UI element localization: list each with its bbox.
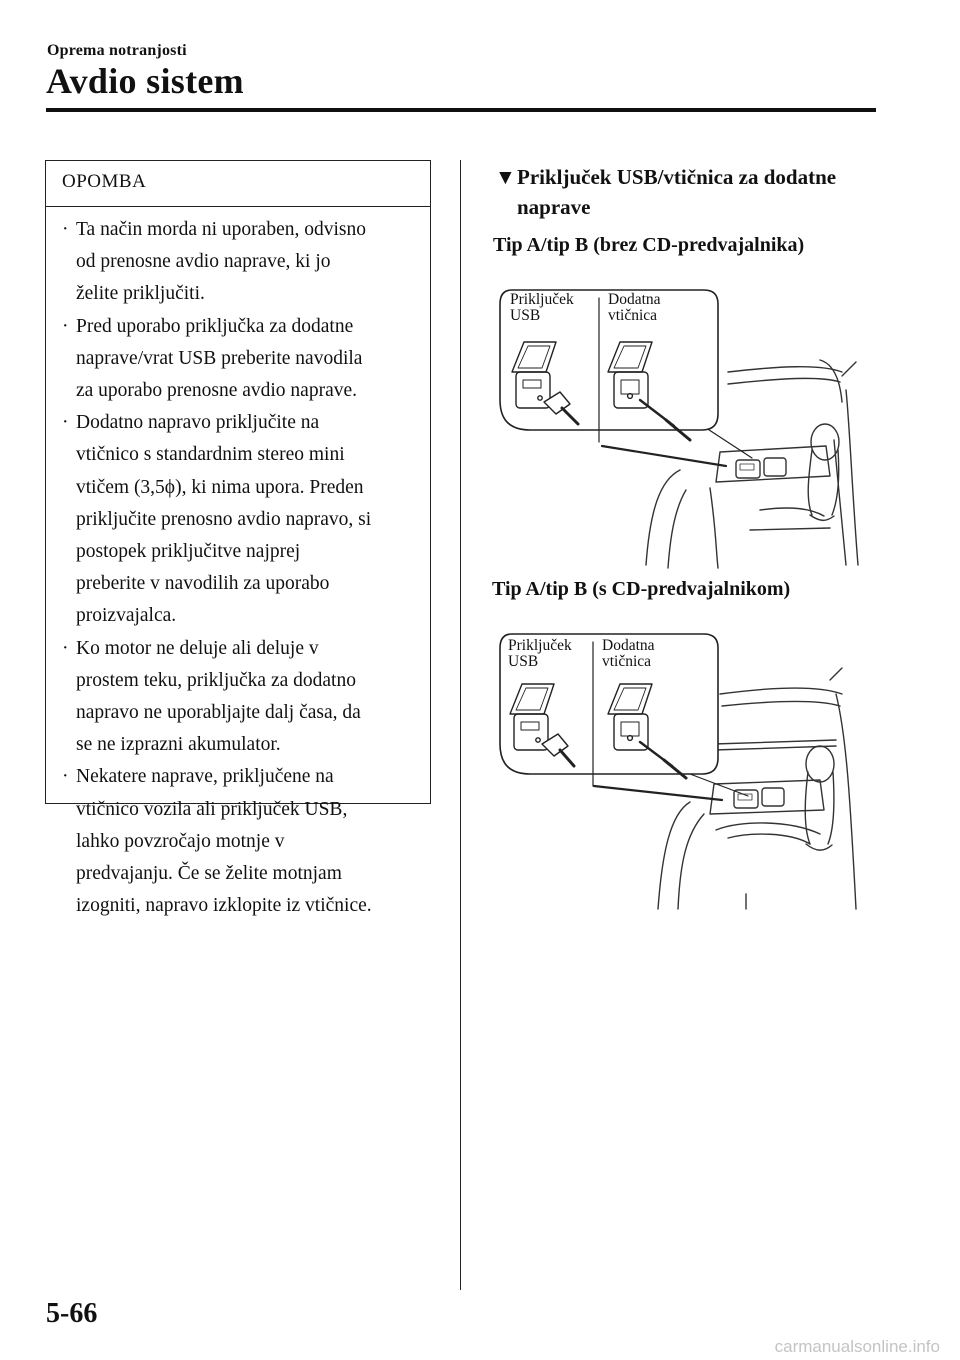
note-item-line: lahko povzročajo motnje v [76, 830, 285, 852]
note-heading: OPOMBA [46, 161, 430, 207]
aux-jack-label-line: vtičnica [602, 653, 652, 670]
aux-jack-label-line: Dodatna [602, 637, 655, 654]
bullet-icon: · [62, 315, 69, 337]
section-heading [495, 162, 875, 222]
note-item [60, 633, 420, 762]
note-item [60, 311, 420, 408]
column-divider [460, 160, 461, 1290]
footer-watermark: carmanualsonline.info [774, 1337, 940, 1356]
note-item-line: izogniti, napravo izklopite iz vtičnice. [76, 895, 372, 917]
bullet-icon: · [62, 766, 69, 788]
bullet-icon: · [62, 412, 69, 434]
page-number: 5-66 [46, 1298, 98, 1329]
note-item-line: vtičem (3,5ϕ), ki nima upora. Preden [76, 476, 364, 498]
note-item [60, 407, 420, 632]
bullet-icon: · [62, 219, 69, 240]
note-item-line: Pred uporabo priključka za dodatne [76, 315, 354, 337]
usb-port-label [510, 292, 574, 324]
usb-port-label-line: USB [508, 653, 539, 670]
aux-jack-label-line: Dodatna [608, 291, 661, 308]
note-item-line: predvajanju. Če se želite motnjam [76, 863, 342, 885]
note-box [45, 160, 431, 917]
note-item-line: Ta način morda ni uporaben, odvisno [76, 219, 366, 240]
usb-port-label [508, 638, 572, 670]
note-item-line: naprave/vrat USB preberite navodila [76, 347, 363, 369]
title-rule [46, 108, 876, 112]
note-item-line: proizvajalca. [76, 605, 177, 627]
note-item-line: prostem teku, priključka za dodatno [76, 669, 356, 691]
note-item [60, 761, 420, 922]
note-item-line: napravo ne uporabljajte dalj časa, da [76, 702, 361, 724]
aux-jack-label-line: vtičnica [608, 307, 658, 324]
bullet-icon: · [62, 637, 69, 659]
aux-jack-label [602, 638, 655, 670]
figure-caption: Tip A/tip B (brez CD-predvajalnika) [493, 234, 805, 256]
note-item [60, 214, 420, 311]
note-item-line: preberite v navodilih za uporabo [76, 573, 330, 595]
note-item-line: vtičnico s standardnim stereo mini [76, 444, 345, 466]
section-kicker: Oprema notranjosti [47, 42, 187, 59]
note-list [46, 207, 430, 922]
triangle-marker-icon: ▼ [495, 165, 516, 189]
note-item-line: priključite prenosno avdio napravo, si [76, 508, 372, 530]
figure-caption: Tip A/tip B (s CD-predvajalnikom) [492, 578, 791, 600]
page-title: Avdio sistem [46, 61, 244, 101]
note-item-line: postopek priključitve najprej [76, 541, 301, 563]
figure-console-illustration [490, 624, 870, 914]
note-item-line: Dodatno napravo priključite na [76, 412, 320, 434]
note-item-line: Nekatere naprave, priključene na [76, 766, 334, 788]
note-item-line: želite priključiti. [76, 283, 205, 305]
figure-console-illustration [490, 280, 870, 570]
note-item-line: za uporabo prenosne avdio naprave. [76, 380, 358, 402]
note-item-line: Ko motor ne deluje ali deluje v [76, 637, 319, 659]
note-item-line: vtičnico vozila ali priključek USB, [76, 798, 348, 820]
usb-port-label-line: USB [510, 307, 541, 324]
aux-jack-label [608, 292, 661, 324]
section-heading-line: naprave [517, 195, 591, 219]
note-item-line: se ne izprazni akumulator. [76, 734, 281, 756]
usb-port-label-line: Priključek [510, 291, 574, 308]
usb-port-label-line: Priključek [508, 637, 572, 654]
section-heading-text [495, 162, 875, 222]
note-item-line: od prenosne avdio naprave, ki jo [76, 251, 331, 273]
section-heading-line: Priključek USB/vtičnica za dodatne [517, 165, 837, 189]
